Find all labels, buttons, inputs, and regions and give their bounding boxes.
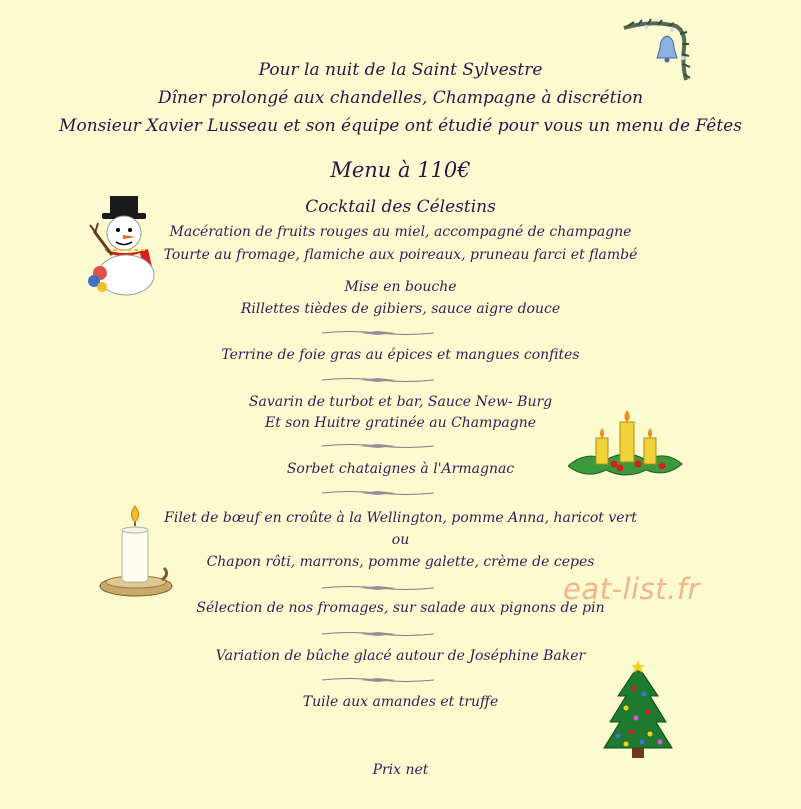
bell-icon (620, 18, 692, 86)
separator (320, 330, 436, 336)
sorbet: Sorbet chataignes à l'Armagnac (286, 461, 515, 477)
separator (320, 443, 436, 449)
main-option-1: Filet de bœuf en croûte à la Wellington, pomme Anna, haricot vert (164, 510, 637, 526)
terrine: Terrine de foie gras au épices et mangues confites (221, 347, 580, 363)
price-note: Prix net (372, 762, 429, 778)
main-or: ou (391, 532, 410, 548)
header-line-2: Dîner prolongé aux chandelles, Champagne à discrétion (157, 88, 644, 108)
christmas-tree-icon (600, 660, 676, 764)
dessert: Variation de bûche glacé autour de Joséphine Baker (215, 648, 586, 664)
header-line-3: Monsieur Xavier Lusseau et son équipe ont étudié pour vous un menu de Fêtes (59, 116, 742, 136)
separator (320, 585, 436, 591)
candles-icon (568, 408, 684, 480)
snowman-icon (86, 193, 170, 297)
cocktail-title: Cocktail des Célestins (305, 197, 496, 217)
separator (320, 377, 436, 383)
cocktail-item-2: Tourte au fromage, flamiche aux poireaux, pruneau farci et flambé (163, 247, 638, 263)
main-option-2: Chapon rôti, marrons, pomme galette, crème de cepes (206, 554, 595, 570)
savarin-line-2: Et son Huitre gratinée au Champagne (264, 415, 536, 431)
cocktail-item-1: Macération de fruits rouges au miel, accompagné de champagne (169, 224, 632, 240)
separator (320, 631, 436, 637)
header-line-1: Pour la nuit de la Saint Sylvestre (258, 60, 543, 80)
candle-icon (98, 504, 174, 600)
menu-title: Menu à 110€ (330, 158, 471, 182)
watermark: eat-list.fr (563, 572, 700, 606)
separator (320, 677, 436, 683)
amuse-title: Mise en bouche (344, 279, 457, 295)
cheese: Sélection de nos fromages, sur salade aux pignons de pin (196, 600, 605, 616)
amuse-item: Rillettes tièdes de gibiers, sauce aigre douce (240, 301, 561, 317)
savarin-line-1: Savarin de turbot et bar, Sauce New- Burg (248, 394, 553, 410)
separator (320, 490, 436, 496)
tuile: Tuile aux amandes et truffe (302, 694, 499, 710)
